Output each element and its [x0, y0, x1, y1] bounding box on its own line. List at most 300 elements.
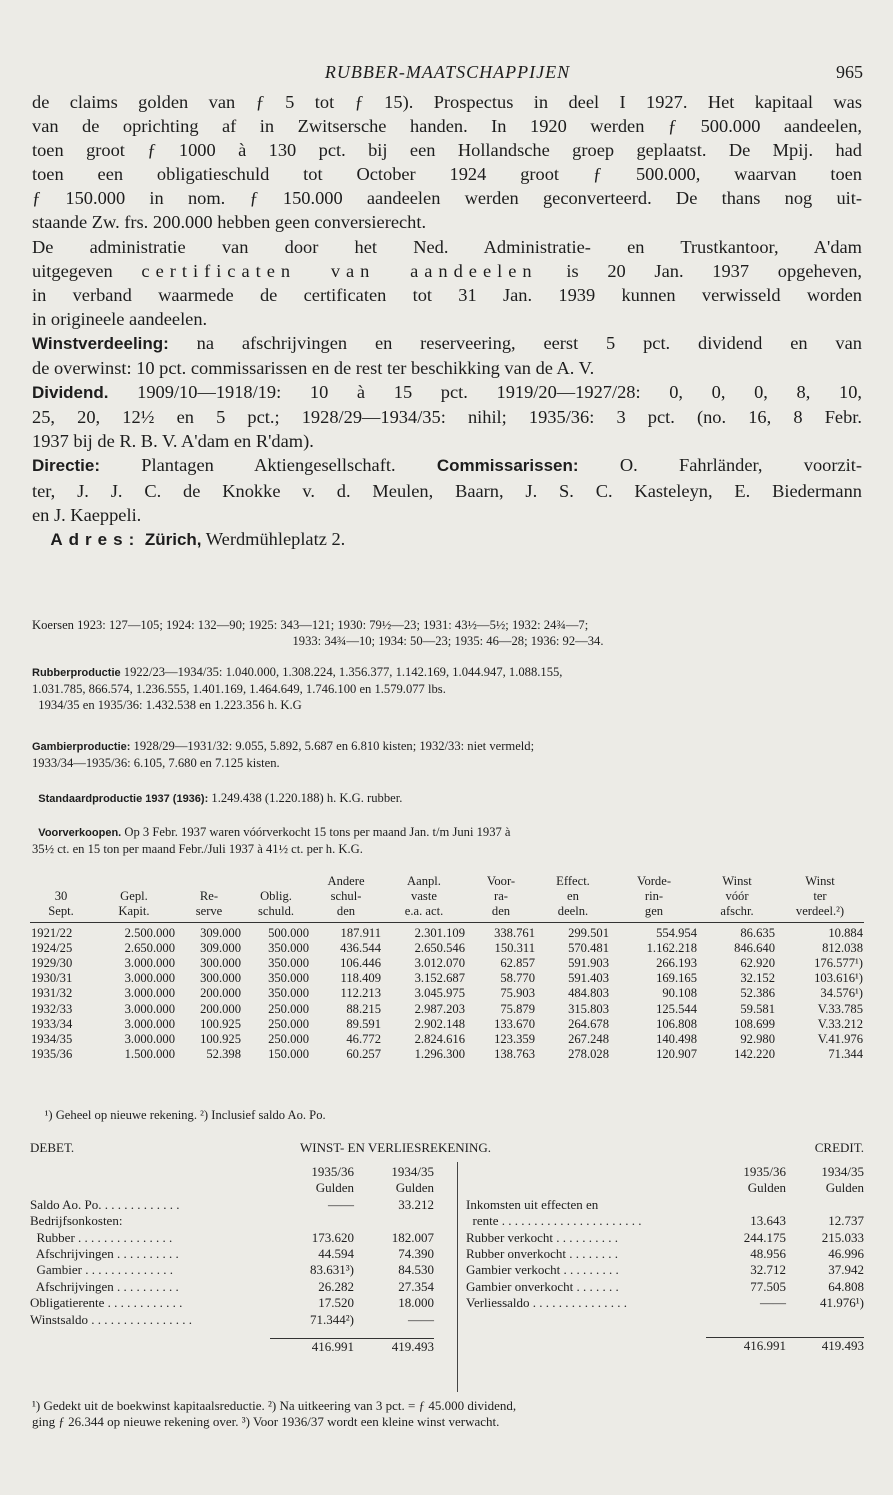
account-row: [466, 1246, 864, 1262]
text-line: 25, 20, 12½ en 5 pct.; 1928/29—1934/35: nihil; 1935/36: 3 pct. (no. 16, 8 Febr.: [32, 407, 862, 428]
year-header: 1934/35: [821, 1164, 864, 1179]
account-label: Gambier verkocht: [466, 1262, 561, 1278]
page-number: 965: [836, 62, 863, 82]
text-line: toen een obligatieschuld tot October 1924 groot ƒ 500.000, waarvan toen: [32, 164, 862, 185]
column-header: [176, 874, 242, 889]
account-label-cell: [466, 1262, 706, 1278]
column-header: Effect.: [556, 874, 590, 888]
column-header: Sept.: [30, 904, 92, 922]
amount-cell: 71.344²): [310, 1311, 354, 1327]
text-line: in origineele aandeelen.: [32, 308, 208, 329]
value-cell: 300.000: [200, 956, 241, 971]
debet-label: DEBET.: [30, 1140, 75, 1155]
unit-header: Gulden: [395, 1180, 434, 1196]
value-cell: 92.980: [740, 1032, 775, 1047]
column-header: vóór: [725, 889, 749, 904]
text-line: 1933: 34¾—10; 1934: 50—23; 1935: 46—28; 1936: 92—34.: [292, 634, 604, 648]
dot-leader: . . . . . . . . . . . .: [104, 1295, 183, 1311]
text-span: 1922/23—1934/35: 1.040.000, 1.308.224, 1.356.377, 1.142.169, 1.044.947, 1.088.155,: [120, 665, 563, 679]
value-cell: 150.311: [494, 940, 535, 955]
column-divider: [457, 1162, 458, 1392]
section-label: Dividend.: [32, 383, 109, 403]
value-cell: V.33.212: [817, 1016, 863, 1031]
value-cell: 123.359: [494, 1032, 535, 1047]
column-header: Voor-: [486, 874, 516, 888]
account-label: Rubber: [30, 1229, 75, 1245]
account-row: [30, 1312, 434, 1328]
section-label: Winstverdeeling:: [32, 333, 169, 353]
value-cell: 108.699: [734, 1016, 775, 1031]
column-header: schuld.: [242, 904, 310, 922]
voorverkoopen-block: [32, 824, 864, 857]
amount-cell: 18.000: [398, 1295, 434, 1311]
paragraph-winstverdeeling: [32, 331, 862, 380]
column-header: 30: [54, 889, 68, 904]
spacer-row: [466, 1312, 864, 1338]
paragraph-directie: [32, 453, 862, 526]
value-cell: 10.884: [828, 925, 863, 940]
account-row: [30, 1197, 434, 1213]
value-cell: 812.038: [822, 940, 863, 955]
amount-cell: [706, 1197, 786, 1213]
text-line: [32, 331, 862, 356]
account-label: Winstsaldo: [30, 1311, 88, 1327]
value-cell: V.33.785: [817, 1001, 863, 1016]
paragraph-certificates: [32, 235, 862, 331]
text-span: Plantagen Aktiengesellschaft.: [100, 455, 437, 476]
value-cell: 315.803: [568, 1001, 609, 1016]
value-cell: 71.344: [828, 1047, 863, 1062]
amount-cell: 32.712: [750, 1262, 786, 1278]
text-line: [32, 380, 862, 405]
text-line: in verband waarmede de certificaten tot 31 Jan. 1939 kunnen verwisseld worden: [32, 284, 862, 305]
column-header: e.a. act.: [382, 904, 466, 922]
text-line: [32, 1107, 864, 1123]
dot-leader: . . . . . . . . . .: [113, 1278, 179, 1294]
value-cell: 309.000: [200, 940, 241, 955]
amount-cell: [786, 1197, 864, 1213]
account-label: Gambier onverkocht: [466, 1278, 574, 1294]
rubberproductie-block: [32, 664, 864, 713]
text-span: Werdmühleplatz 2.: [201, 528, 346, 549]
column-header: serve: [176, 904, 242, 922]
value-cell: 125.544: [656, 1001, 697, 1016]
text-line: [32, 664, 864, 681]
amount-cell: ——: [328, 1196, 354, 1212]
text-span: 1934/35 en 1935/36: 1.432.538 en 1.223.356 h. K.G: [38, 698, 302, 712]
amount-cell: 33.212: [398, 1196, 434, 1212]
dot-leader: . . . . . . . . . . . . . .: [81, 1262, 173, 1278]
value-cell: 484.803: [568, 986, 609, 1001]
spaced-text: certificaten van aandeelen: [141, 260, 538, 281]
text-line: [32, 738, 864, 755]
value-cell: 267.248: [568, 1032, 609, 1047]
section-label: Adres:: [50, 529, 141, 549]
amount-cell: 64.808: [828, 1278, 864, 1294]
value-cell: 3.000.000: [124, 1001, 175, 1016]
value-cell: 88.215: [346, 1001, 381, 1016]
account-label: Rubber verkocht: [466, 1229, 554, 1245]
column-header: en: [567, 889, 579, 904]
column-header: Oblig.: [260, 889, 292, 904]
account-label: Verliessaldo: [466, 1295, 530, 1311]
value-cell: 1.296.300: [414, 1047, 465, 1062]
standaard-block: [32, 790, 864, 807]
amount-cell: 182.007: [391, 1229, 434, 1245]
value-cell: 58.770: [500, 971, 535, 986]
profit-loss-account: [30, 1140, 864, 1354]
text-line: [32, 790, 864, 807]
text-span: 1928/29—1931/32: 9.055, 5.892, 5.687 en 6.810 kisten; 1932/33: niet vermeld;: [130, 739, 535, 753]
account-label: Obligatierente: [30, 1295, 105, 1311]
account-label-cell: [30, 1230, 270, 1246]
total-value: 416.991: [270, 1338, 354, 1355]
value-cell: 176.577¹): [814, 956, 863, 971]
amount-cell: 17.520: [318, 1295, 354, 1311]
amount-cell: ——: [760, 1295, 786, 1311]
amount-cell: 37.942: [828, 1262, 864, 1278]
value-cell: 60.257: [346, 1047, 381, 1062]
text-line: [32, 697, 864, 713]
credit-side: [466, 1164, 864, 1355]
table-footnotes: [32, 1107, 864, 1123]
text-line: 1.031.785, 866.574, 1.236.555, 1.401.169, 1.464.649, 1.746.100 en 1.579.077 lbs.: [32, 682, 446, 696]
total-value: 416.991: [706, 1338, 786, 1355]
value-cell: 350.000: [268, 971, 309, 986]
text-line: ging ƒ 26.344 op nieuwe rekening over. ³) Voor 1936/37 wordt een kleine winst verwacht.: [32, 1414, 500, 1429]
value-cell: 140.498: [656, 1032, 697, 1047]
value-cell: 106.808: [656, 1016, 697, 1031]
value-cell: 338.761: [494, 925, 535, 940]
text-line: 35½ ct. en 15 ton per maand Febr./Juli 1937 à 41½ ct. per h. K.G.: [32, 842, 363, 856]
section-label: Commissarissen:: [436, 456, 579, 476]
account-label-cell: [466, 1295, 706, 1311]
table-row: [30, 986, 864, 1001]
value-cell: 278.028: [568, 1047, 609, 1062]
account-label-cell: [30, 1197, 270, 1213]
account-label-cell: [466, 1213, 706, 1229]
account-label: Rubber onverkocht: [466, 1246, 567, 1262]
year-cell: 1930/31: [31, 971, 73, 986]
value-cell: 3.045.975: [414, 986, 465, 1001]
value-cell: 75.879: [500, 1001, 535, 1016]
table-row: [30, 956, 864, 971]
account-label-cell: [30, 1213, 270, 1229]
main-text: [32, 90, 862, 552]
account-heading: [30, 1140, 864, 1160]
debet-side: [30, 1164, 450, 1355]
value-cell: 3.000.000: [124, 1032, 175, 1047]
value-cell: 118.409: [340, 971, 381, 986]
table-row: [30, 1002, 864, 1017]
amount-cell: 26.282: [318, 1278, 354, 1294]
table-row: [30, 922, 864, 941]
year-header: 1935/36: [743, 1164, 786, 1179]
account-label-cell: [466, 1230, 706, 1246]
value-cell: 1.162.218: [646, 940, 697, 955]
column-header: Winst: [805, 874, 835, 888]
year-header: 1935/36: [311, 1164, 354, 1179]
year-cell: 1924/25: [31, 940, 73, 955]
column-header: [30, 1180, 434, 1196]
account-title: WINST- EN VERLIESREKENING.: [300, 1140, 492, 1155]
value-cell: 250.000: [268, 1001, 309, 1016]
account-label-cell: [466, 1197, 706, 1213]
value-cell: 200.000: [200, 986, 241, 1001]
text-line: [32, 453, 862, 478]
text-span: uitgegeven: [32, 260, 142, 281]
account-row: [30, 1279, 434, 1295]
amount-cell: 74.390: [398, 1246, 434, 1262]
gambierproductie-block: [32, 738, 864, 771]
amount-cell: ——: [408, 1311, 434, 1327]
amount-cell: 48.956: [750, 1246, 786, 1262]
amount-cell: 77.505: [750, 1278, 786, 1294]
value-cell: 554.954: [656, 925, 697, 940]
account-label-cell: [30, 1279, 270, 1295]
table-row: [30, 1047, 864, 1062]
account-row: [466, 1262, 864, 1278]
section-label: Standaardproductie 1937 (1936):: [38, 793, 209, 805]
year-cell: 1935/36: [31, 1047, 73, 1062]
account-label: Inkomsten uit effecten en: [466, 1196, 599, 1212]
column-header: Vorde-: [636, 874, 672, 888]
column-header: verdeel.²): [776, 904, 864, 922]
credit-label: CREDIT.: [814, 1140, 864, 1155]
text-line: toen groot ƒ 1000 à 130 pct. bij een Hollandsche groep geplaatst. De Mpij. had: [32, 140, 862, 161]
spacer-row: [30, 1328, 434, 1338]
column-header: [466, 1180, 864, 1196]
text-span: O. Fahrländer, voorzit-: [578, 455, 862, 476]
account-label: Afschrijvingen: [30, 1278, 114, 1294]
value-cell: 62.857: [500, 956, 535, 971]
text-line: van de oprichting af in Zwitsersche handen. In 1920 werden ƒ 500.000 aandeelen,: [32, 116, 862, 137]
account-label-cell: [30, 1295, 270, 1311]
table-row: [30, 1032, 864, 1047]
account-label: rente: [466, 1213, 499, 1229]
bottom-footnotes: [32, 1398, 864, 1430]
column-header: Re-: [199, 889, 219, 904]
year-cell: 1921/22: [31, 925, 73, 940]
value-cell: 350.000: [268, 940, 309, 955]
amount-cell: 12.737: [828, 1213, 864, 1229]
amount-cell: 84.530: [398, 1262, 434, 1278]
value-cell: 3.000.000: [124, 1016, 175, 1031]
value-cell: 150.000: [268, 1047, 309, 1062]
section-label: Rubberproductie: [32, 667, 121, 679]
text-span: 1.249.438 (1.220.188) h. K.G. rubber.: [208, 791, 403, 805]
column-header: den: [466, 904, 536, 922]
table-row: [30, 971, 864, 986]
value-cell: 2.650.000: [124, 940, 175, 955]
value-cell: 59.581: [740, 1001, 775, 1016]
account-label-cell: [30, 1246, 270, 1262]
account-row: [30, 1295, 434, 1311]
text-span: 1909/10—1918/19: 10 à 15 pct. 1919/20—1927/28: 0, 0, 0, 8, 10,: [108, 382, 862, 403]
value-cell: 2.824.616: [414, 1032, 465, 1047]
unit-header: Gulden: [825, 1180, 864, 1196]
value-cell: 138.763: [494, 1047, 535, 1062]
text-line: ¹) Gedekt uit de boekwinst kapitaalsreductie. ²) Na uitkeering van 3 pct. = ƒ 45.000 dividend,: [32, 1398, 517, 1413]
text-line: Koersen 1923: 127—105; 1924: 132—90; 1925: 343—121; 1930: 79½—23; 1931: 43½—5½; 1932: 24¾—7;: [32, 618, 589, 632]
value-cell: 32.152: [740, 971, 775, 986]
amount-cell: [354, 1213, 434, 1229]
paragraph-history: [32, 90, 862, 235]
text-line: [32, 259, 862, 283]
running-title: RUBBER-MAATSCHAPPIJEN: [324, 62, 571, 82]
column-header: Gepl.: [120, 889, 148, 904]
column-header: [242, 874, 310, 889]
account-label: Saldo Ao. Po.: [30, 1196, 102, 1212]
account-row: [30, 1246, 434, 1262]
value-cell: 2.500.000: [124, 925, 175, 940]
value-cell: 570.481: [568, 940, 609, 955]
table-row: [30, 1017, 864, 1032]
text-line: de overwinst: 10 pct. commissarissen en de rest ter beschikking van de A. V.: [32, 358, 595, 379]
value-cell: 846.640: [734, 940, 775, 955]
section-label: Directie:: [32, 456, 101, 476]
value-cell: 2.650.546: [414, 940, 465, 955]
column-header: [466, 1164, 864, 1180]
paragraph-dividend: [32, 380, 862, 453]
value-cell: 436.544: [340, 940, 381, 955]
debet-rows: [30, 1197, 434, 1328]
amount-cell: [270, 1213, 354, 1229]
city: Zürich,: [144, 529, 202, 549]
year-cell: 1929/30: [31, 956, 73, 971]
text-line: De administratie van door het Ned. Administratie- en Trustkantoor, A'dam: [32, 236, 862, 257]
column-header: rin-: [644, 889, 664, 904]
column-header: schul-: [330, 889, 362, 904]
value-cell: 52.386: [740, 986, 775, 1001]
table-header-row: [30, 889, 864, 904]
account-row: [466, 1279, 864, 1295]
dot-leader: . . . . . . . . . . . . . . .: [74, 1229, 173, 1245]
value-cell: 500.000: [268, 925, 309, 940]
total-row: [30, 1338, 434, 1355]
column-header: [92, 874, 176, 889]
account-label: Bedrijfsonkosten:: [30, 1213, 123, 1229]
dot-leader: . . . . . . . . . . . . . . .: [529, 1295, 628, 1311]
value-cell: 3.152.687: [414, 971, 465, 986]
table-header-row: [30, 904, 864, 922]
amount-cell: 244.175: [743, 1229, 786, 1245]
value-cell: 350.000: [268, 986, 309, 1001]
value-cell: 250.000: [268, 1032, 309, 1047]
text-line: de claims golden van ƒ 5 tot ƒ 15). Prospectus in deel I 1927. Het kapitaal was: [32, 92, 862, 112]
amount-cell: 46.996: [828, 1246, 864, 1262]
column-header: [30, 1164, 434, 1180]
dot-leader: . . . . . . . . . . . . . . . . . . . . . .: [498, 1213, 642, 1229]
year-cell: 1933/34: [31, 1016, 73, 1031]
amount-cell: 27.354: [398, 1278, 434, 1294]
dot-leader: . . . . . . . . . .: [113, 1246, 179, 1262]
paragraph-adres: [32, 527, 862, 552]
text-line: ter, J. J. C. de Knokke v. d. Meulen, Baarn, J. S. C. Kasteleyn, E. Biedermann: [32, 480, 862, 501]
value-cell: 89.591: [346, 1016, 381, 1031]
value-cell: 75.903: [500, 986, 535, 1001]
text-line: 1933/34—1935/36: 6.105, 7.680 en 7.125 kisten.: [32, 756, 280, 770]
column-header: den: [310, 904, 382, 922]
year-cell: 1931/32: [31, 986, 73, 1001]
value-cell: 106.446: [340, 956, 381, 971]
value-cell: 103.616¹): [814, 971, 863, 986]
account-row: [30, 1213, 434, 1229]
page-header: [32, 62, 863, 86]
account-row: [30, 1262, 434, 1278]
value-cell: 3.012.070: [414, 956, 465, 971]
value-cell: 90.108: [662, 986, 697, 1001]
value-cell: 200.000: [200, 1001, 241, 1016]
dot-leader: . . . . . . . . . . . .: [101, 1196, 180, 1212]
value-cell: 112.213: [340, 986, 381, 1001]
total-value: 419.493: [786, 1338, 864, 1355]
account-row: [466, 1295, 864, 1311]
column-header: ter: [813, 889, 827, 904]
account-label: Gambier: [30, 1262, 82, 1278]
section-label: Gambierproductie:: [32, 741, 131, 753]
amount-cell: 41.976¹): [820, 1295, 864, 1311]
value-cell: 34.576¹): [820, 986, 863, 1001]
account-label-cell: [466, 1279, 706, 1295]
table-row: [30, 941, 864, 956]
text-span: na afschrijvingen en reserveering, eerst 5 pct. dividend en van: [168, 332, 862, 353]
year-cell: 1932/33: [31, 1001, 73, 1016]
value-cell: 591.903: [568, 956, 609, 971]
value-cell: 266.193: [656, 956, 697, 971]
year-header: 1934/35: [391, 1164, 434, 1179]
text-line: ƒ 150.000 in nom. ƒ 150.000 aandeelen werden geconverteerd. De thans nog uit-: [32, 188, 862, 209]
text-line: en J. Kaeppeli.: [32, 504, 142, 525]
value-cell: 187.911: [340, 925, 381, 940]
account-label: Afschrijvingen: [30, 1246, 114, 1262]
value-cell: 52.398: [206, 1047, 241, 1062]
financial-table: [30, 874, 864, 1062]
value-cell: 3.000.000: [124, 971, 175, 986]
value-cell: 1.500.000: [124, 1047, 175, 1062]
value-cell: 120.907: [656, 1047, 697, 1062]
text-span: Op 3 Febr. 1937 waren vóórverkocht 15 tons per maand Jan. t/m Juni 1937 à: [121, 825, 511, 839]
column-header: [30, 874, 92, 889]
total-value: 419.493: [354, 1338, 434, 1355]
amount-cell: 83.631³): [310, 1262, 354, 1278]
value-cell: 46.772: [346, 1032, 381, 1047]
account-label-cell: [30, 1262, 270, 1278]
account-label-cell: [30, 1312, 270, 1328]
unit-header: Gulden: [315, 1180, 354, 1196]
amount-cell: 215.033: [821, 1229, 864, 1245]
footnote-text: ¹) Geheel op nieuwe rekening. ²) Inclusief saldo Ao. Po.: [44, 1108, 326, 1122]
column-header: ra-: [494, 889, 508, 904]
dot-leader: . . . . . . .: [573, 1278, 619, 1294]
text-line: [32, 824, 864, 841]
value-cell: 62.920: [740, 956, 775, 971]
value-cell: 350.000: [268, 956, 309, 971]
account-row: [466, 1230, 864, 1246]
value-cell: 309.000: [200, 925, 241, 940]
dot-leader: . . . . . . . . . . . . . . . .: [87, 1311, 192, 1327]
amount-cell: 13.643: [750, 1213, 786, 1229]
value-cell: 142.220: [734, 1047, 775, 1062]
total-row: [466, 1338, 864, 1355]
value-cell: 300.000: [200, 971, 241, 986]
dot-leader: . . . . . . . .: [566, 1246, 619, 1262]
value-cell: 299.501: [568, 925, 609, 940]
value-cell: 250.000: [268, 1016, 309, 1031]
value-cell: 591.403: [568, 971, 609, 986]
value-cell: 86.635: [740, 925, 775, 940]
text-span: is 20 Jan. 1937 opgeheven,: [537, 260, 863, 281]
